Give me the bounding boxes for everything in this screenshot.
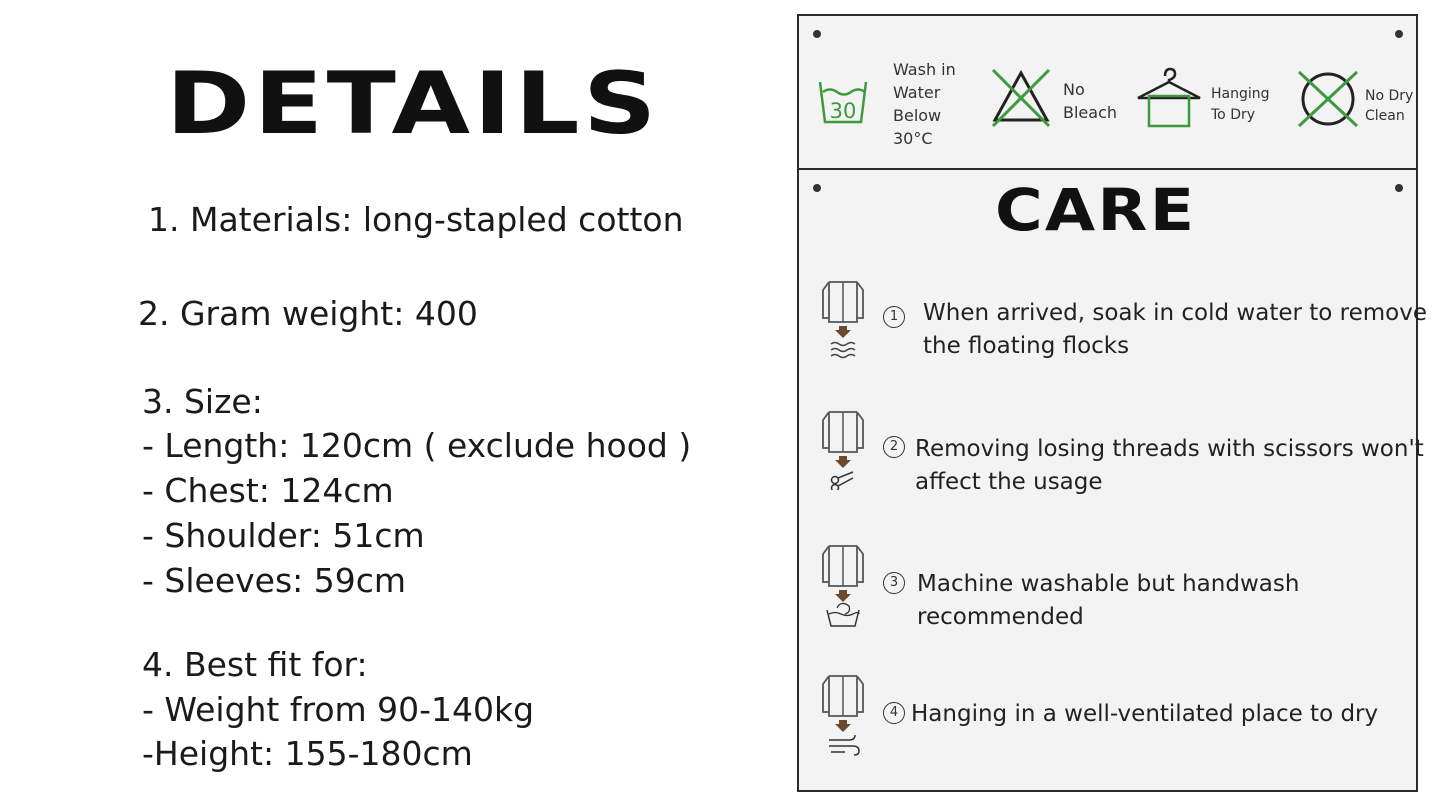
step-number-3: 3 bbox=[883, 572, 905, 594]
wash-label-line-2: Water bbox=[893, 83, 941, 102]
step-1-line-1: When arrived, soak in cold water to remove bbox=[923, 300, 1427, 326]
materials-line: 1. Materials: long-stapled cotton bbox=[148, 200, 684, 239]
care-panel bbox=[797, 14, 1427, 792]
pin-dot bbox=[813, 184, 821, 192]
handwash-icon bbox=[819, 542, 867, 628]
no-dry-clean-label-line-1: No Dry bbox=[1365, 88, 1414, 104]
wash-label-line-4: 30°C bbox=[893, 129, 933, 148]
step-number-4: 4 bbox=[883, 702, 905, 724]
gram-weight-line: 2. Gram weight: 400 bbox=[138, 294, 478, 333]
fit-height: -Height: 155-180cm bbox=[142, 734, 473, 773]
step-4-line-1: Hanging in a well-ventilated place to dry bbox=[911, 701, 1379, 727]
fit-heading: 4. Best fit for: bbox=[142, 645, 368, 684]
step-2-line-2: affect the usage bbox=[915, 469, 1103, 495]
step-2-line-1: Removing losing threads with scissors won't bbox=[915, 436, 1424, 462]
hang-dry-label-line-2: To Dry bbox=[1211, 107, 1256, 123]
size-chest: - Chest: 124cm bbox=[142, 471, 394, 510]
size-shoulder: - Shoulder: 51cm bbox=[142, 516, 425, 555]
details-title: DETAILS bbox=[166, 54, 660, 154]
step-3-line-1: Machine washable but handwash bbox=[917, 571, 1300, 597]
scissors-icon bbox=[819, 408, 867, 490]
air-dry-icon bbox=[819, 672, 867, 758]
pin-dot bbox=[1395, 184, 1403, 192]
wash-label-line-3: Below bbox=[893, 106, 942, 125]
step-3-line-2: recommended bbox=[917, 604, 1084, 630]
size-length: - Length: 120cm ( exclude hood ) bbox=[142, 426, 692, 465]
hang-dry-icon bbox=[1135, 66, 1203, 130]
no-bleach-label-line-2: Bleach bbox=[1063, 103, 1118, 122]
size-heading: 3. Size: bbox=[142, 382, 263, 421]
hang-dry-label-line-1: Hanging bbox=[1211, 86, 1270, 102]
wash-label-line-1: Wash in bbox=[893, 60, 956, 79]
soak-water-icon bbox=[819, 278, 867, 360]
panel-divider bbox=[799, 168, 1416, 170]
no-dry-clean-icon bbox=[1297, 68, 1359, 130]
care-title: CARE bbox=[995, 176, 1197, 244]
no-bleach-label-line-1: No bbox=[1063, 80, 1085, 99]
fit-weight: - Weight from 90-140kg bbox=[142, 690, 535, 729]
no-dry-clean-label-line-2: Clean bbox=[1365, 108, 1405, 124]
pin-dot bbox=[1395, 30, 1403, 38]
wash-temperature: 30 bbox=[829, 99, 857, 123]
step-number-2: 2 bbox=[883, 436, 905, 458]
step-1-line-2: the floating flocks bbox=[923, 333, 1130, 359]
step-number-1: 1 bbox=[883, 306, 905, 328]
no-bleach-icon bbox=[989, 68, 1053, 128]
size-sleeves: - Sleeves: 59cm bbox=[142, 561, 407, 600]
pin-dot bbox=[813, 30, 821, 38]
